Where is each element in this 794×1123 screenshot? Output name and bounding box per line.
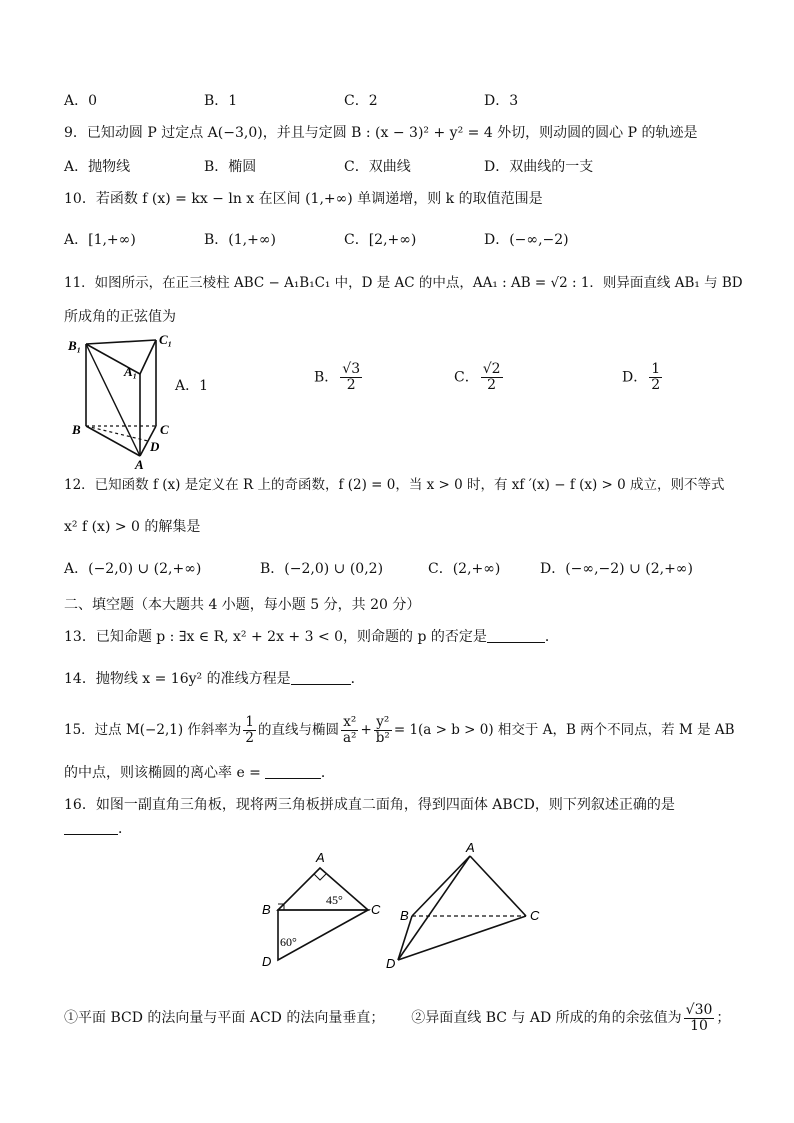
edge-b1-c1 — [86, 340, 156, 344]
q11-stem-line1: 11．如图所示，在正三棱柱 ABC − A₁B₁C₁ 中，D 是 AC 的中点，AA₁ : AB = √2 : 1．则异面直线 AB₁ 与 BD — [64, 275, 743, 291]
edge-c1-a1 — [140, 340, 156, 374]
q10-stem: 10．若函数 f (x) = kx − ln x 在区间 (1,+∞) 单调递增，则 k 的取值范围是 — [64, 191, 543, 207]
label-d: D — [150, 439, 160, 454]
q16-blank-line: ． — [64, 818, 132, 840]
q16-statement-2: ②异面直线 BC 与 AD 所成的角的余弦值为 $\frac{√30}{10}$ ； — [411, 1001, 731, 1034]
q8-option-d: D．3 — [484, 93, 519, 109]
q16-tetrahedron-figure — [384, 842, 554, 972]
q9-stem: 9．已知动圆 P 过定点 A(−3,0)，并且与定圆 B : (x − 3)² + y² = 4 外切，则动圆的圆心 P 的轨迹是 — [64, 125, 698, 141]
label-a1: A₁ — [124, 364, 138, 379]
fig2-label-d: D — [386, 956, 396, 971]
q9-option-d: D．双曲线的一支 — [484, 159, 594, 175]
fig1-label-b: B — [262, 902, 271, 917]
q16-set-squares-figure — [248, 842, 388, 972]
q9-option-b: B．椭圆 — [204, 159, 257, 175]
q11-option-b: B． $\frac{√3}{2}$ — [314, 361, 361, 393]
edge-b-a — [86, 426, 140, 456]
edge-a-d — [398, 856, 470, 960]
label-c1: C₁ — [159, 332, 173, 347]
q11-stem-line2: 所成角的正弦值为 — [64, 309, 176, 325]
q15-line1: 15．过点 M(−2,1) 作斜率为 $\frac{1}{2}$ 的直线与椭圆 $\frac{\text{x²}}{\text{a²}}$ + $\frac{\text{y²}}{\text{b²}}$ = 1(a > b > 0) 相交于 A，B 两个不同点，若 M 是 AB — [64, 714, 735, 746]
fig1-angle-60: 60° — [280, 935, 297, 949]
label-c: C — [160, 422, 169, 437]
edge-a-b — [412, 856, 470, 916]
segment-b-d-hidden — [86, 426, 148, 441]
q11-option-a: A．1 — [175, 378, 209, 394]
q12-stem-line1: 12．已知函数 f (x) 是定义在 R 上的奇函数，f (2) = 0，当 x > 0 时，有 xf ′(x) − f (x) > 0 成立，则不等式 — [64, 477, 725, 493]
fig1-angle-45: 45° — [326, 893, 343, 907]
q8-option-a: A．0 — [64, 93, 98, 109]
fig2-label-a: A — [466, 842, 475, 855]
q13-answer-blank[interactable] — [487, 628, 545, 643]
q11-option-c: C． $\frac{√2}{2}$ — [454, 361, 501, 393]
q16-statements — [64, 998, 730, 1038]
q8-option-c: C．2 — [344, 93, 378, 109]
q13-stem: 13．已知命题 p : ∃x ∈ R, x² + 2x + 3 < 0，则命题的 p 的否定是 — [64, 629, 487, 645]
fig1-label-c: C — [371, 902, 381, 917]
q14-stem: 14．抛物线 x = 16y² 的准线方程是 — [64, 671, 291, 687]
q12-option-b: B．(−2,0) ∪ (0,2) — [260, 561, 384, 577]
q16-stem: 16．如图一副直角三角板，现将两三角板拼成直二面角，得到四面体 ABCD，则下列叙述正确的是 — [64, 797, 675, 813]
q11-option-d: D． $\frac{1}{2}$ — [622, 361, 661, 393]
q10-option-b: B．(1,+∞) — [204, 232, 276, 248]
q8-option-b: B．1 — [204, 93, 238, 109]
q10-option-a: A．[1,+∞) — [64, 232, 136, 248]
q9-option-a: A．抛物线 — [64, 159, 131, 175]
q12-stem-line2: x² f (x) > 0 的解集是 — [64, 519, 201, 535]
section2-heading: 二、填空题（本大题共 4 小题，每小题 5 分，共 20 分） — [64, 597, 421, 613]
q11-prism-figure — [66, 330, 176, 470]
label-a: A — [135, 457, 144, 470]
q16-statement-1: ①平面 BCD 的法向量与平面 ACD 的法向量垂直； — [64, 1010, 385, 1026]
q9-option-c: C．双曲线 — [344, 159, 411, 175]
label-b: B — [72, 422, 81, 437]
q10-option-c: C．[2,+∞) — [344, 232, 417, 248]
fig1-label-d: D — [262, 954, 272, 969]
edge-c-d — [398, 916, 526, 960]
q12-option-d: D．(−∞,−2) ∪ (2,+∞) — [540, 561, 693, 577]
edge-a-c — [470, 856, 526, 916]
q14-answer-blank[interactable] — [291, 670, 351, 685]
q13-line: 13．已知命题 p : ∃x ∈ R, x² + 2x + 3 < 0，则命题的 p 的否定是 ． — [64, 629, 559, 645]
q15-answer-blank[interactable] — [265, 764, 321, 779]
fig1-label-a: A — [316, 850, 325, 865]
q12-option-c: C．(2,+∞) — [428, 561, 501, 577]
fig2-label-c: C — [530, 908, 540, 923]
q15-line2: 的中点，则该椭圆的离心率 e = ． — [64, 765, 335, 781]
segment-b1-a — [86, 344, 140, 456]
q10-option-d: D．(−∞,−2) — [484, 232, 569, 248]
q16-answer-blank[interactable] — [64, 820, 118, 835]
label-b1: B₁ — [68, 338, 82, 353]
triangle-abc — [278, 868, 368, 910]
q12-option-a: A．(−2,0) ∪ (2,+∞) — [64, 561, 202, 577]
right-angle-mark-a — [314, 874, 326, 880]
fig2-label-b: B — [400, 908, 409, 923]
q14-line: 14．抛物线 x = 16y² 的准线方程是 ． — [64, 671, 365, 687]
